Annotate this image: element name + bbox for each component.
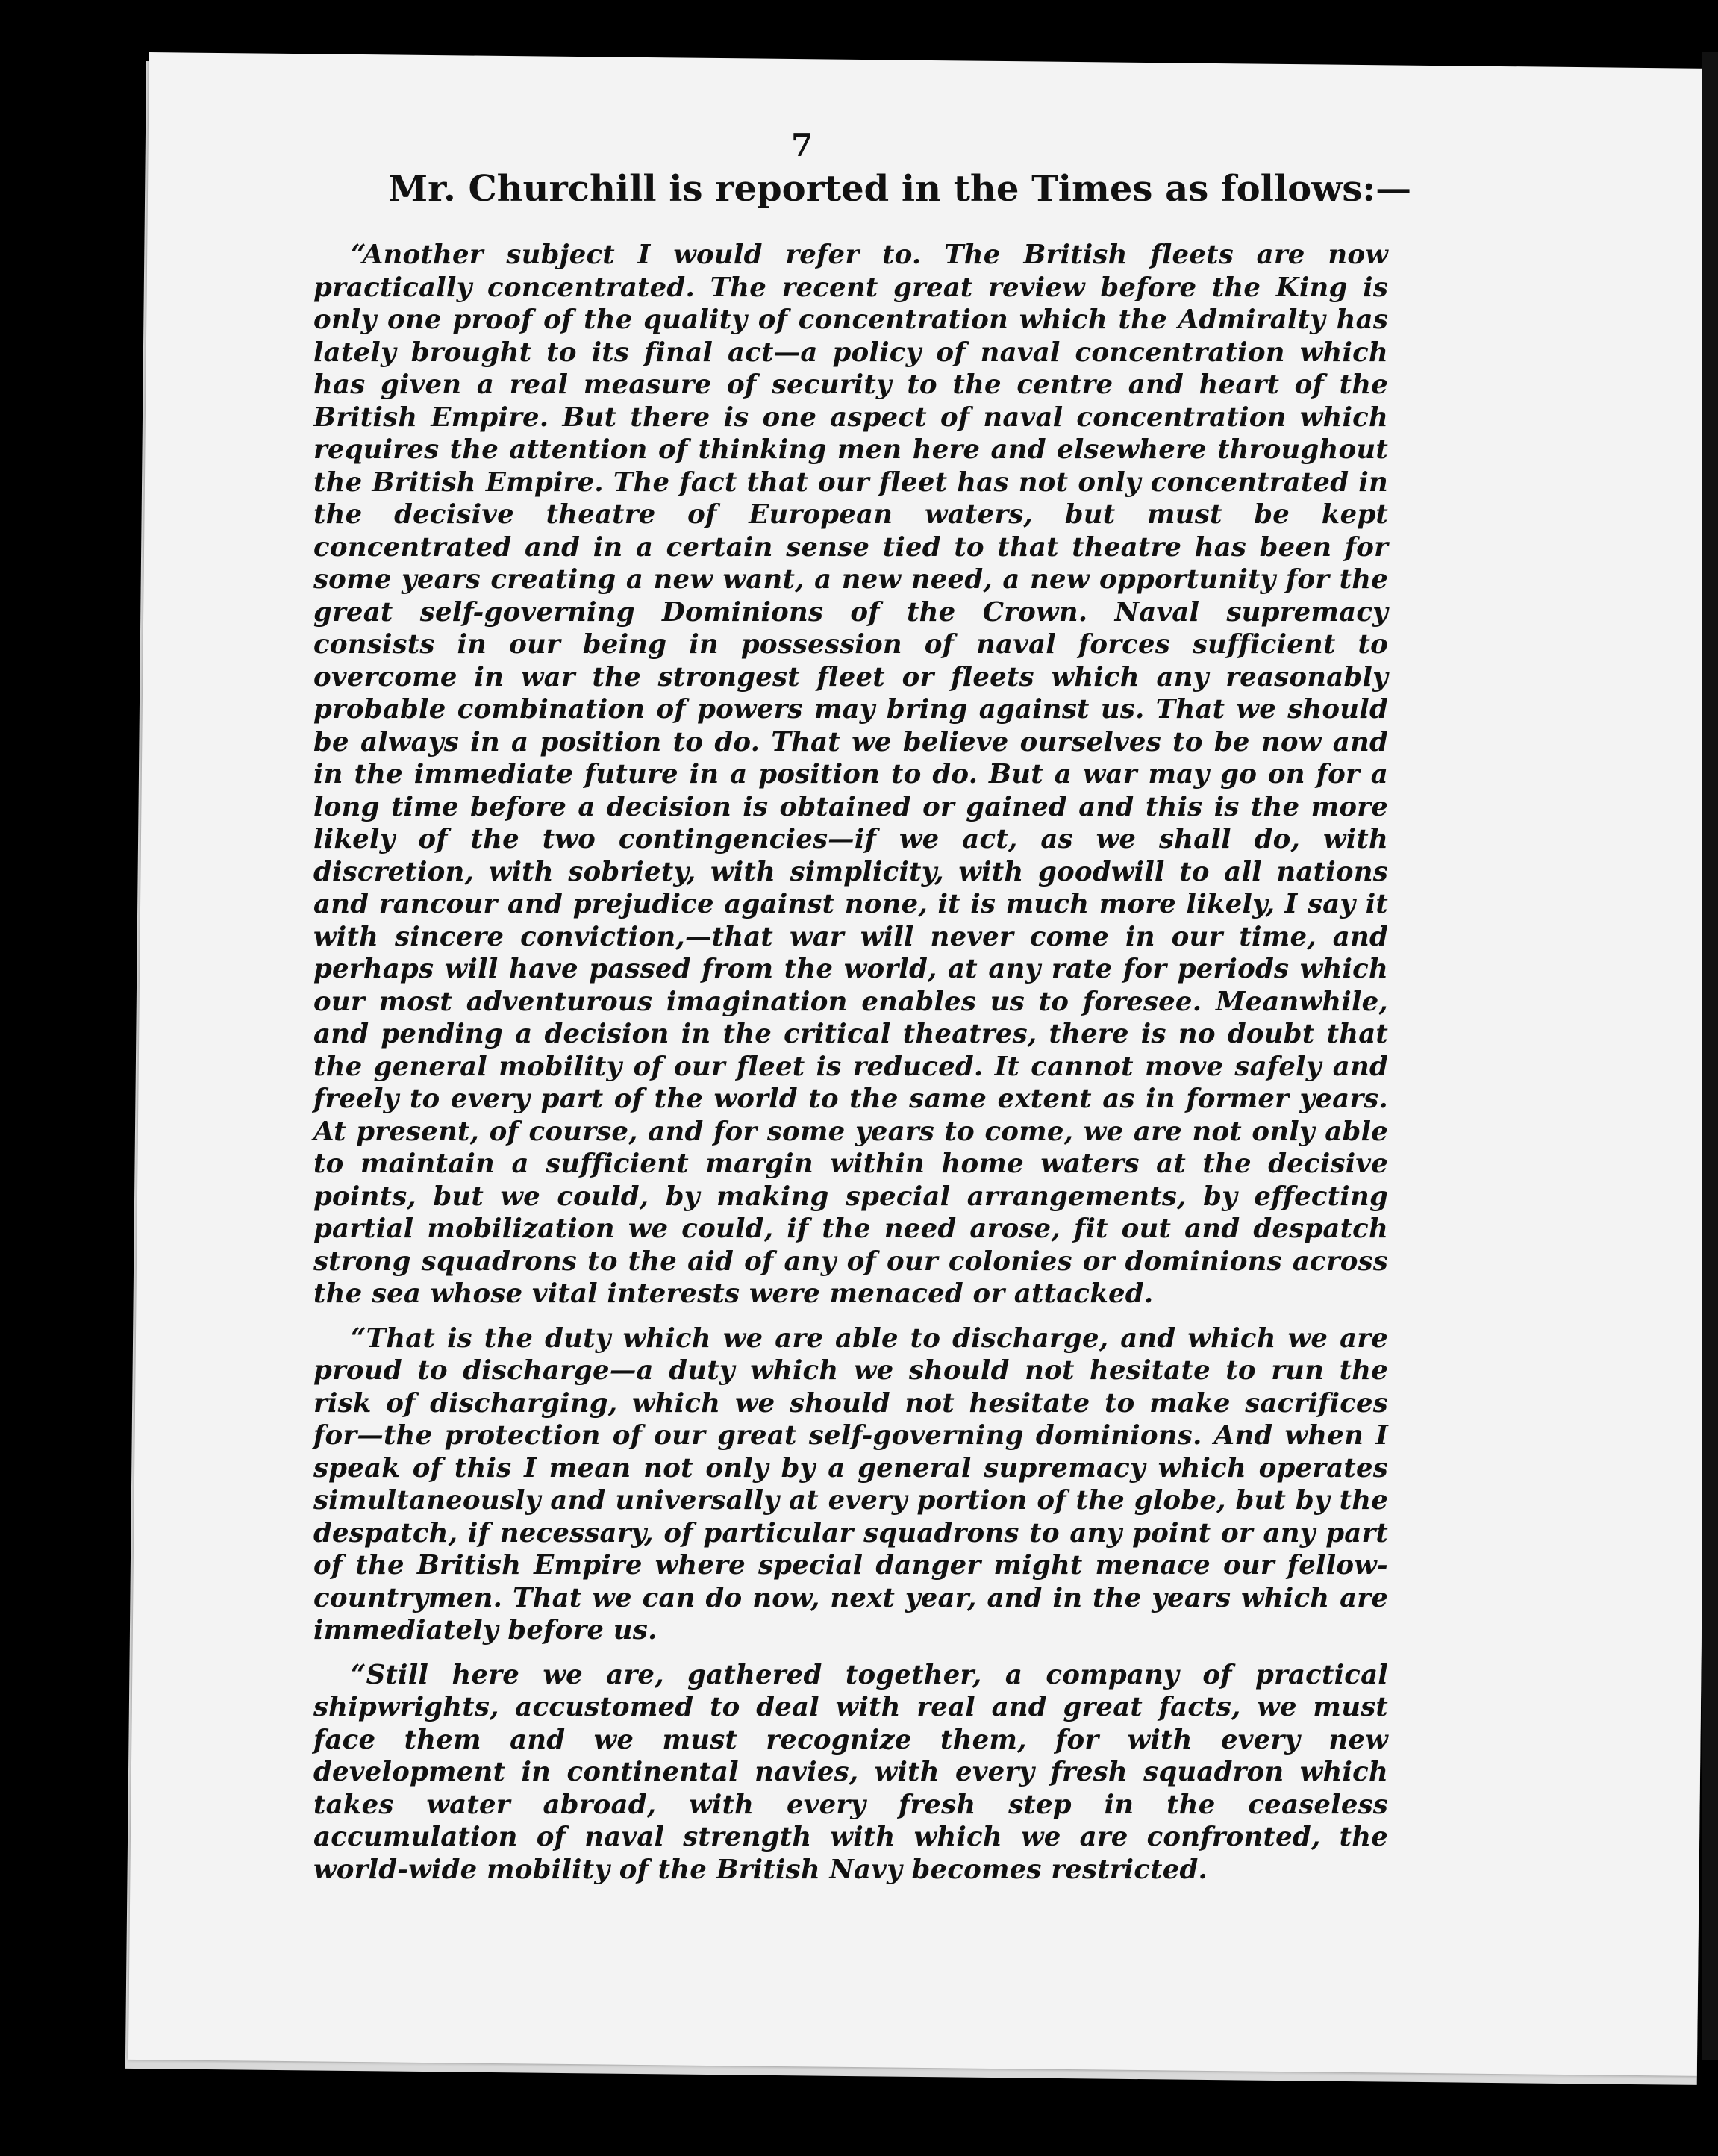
page-edge <box>1702 52 1718 2060</box>
paragraph-1: “Another subject I would refer to. The British fleets are now practically concentrated. The recent great review before the King is only one proof of the quality of concentration which the Admiralty has lately brought to its final act—a policy of naval concentration which has given a real measure of security to the centre and heart of the British Empire. But there is one aspect of naval concentration which requires the attention of thinking men here and elsewhere throughout the British Empire. The fact that our fleet has not only concentrated in the decisive theatre of European waters, but must be kept concentrated and in a certain sense tied to that theatre has been for some years creating a new want, a new need, a new opportunity for the great self-governing Dominions of the Crown. Naval supremacy consists in our being in possession of naval forces sufficient to overcome in war the strongest fleet or fleets which any reasonably probable combination of powers may bring against us. That we should be always in a position to do. That we believe ourselves to be now and in the immediate future in a position to do. But a war may go on for a long time before a decision is obtained or gained and this is the more likely of the two contingencies—if we act, as we shall do, with discretion, with sobriety, with simplicity, with goodwill to all nations and rancour and prejudice against none, it is much more likely, I say it with sincere conviction,—that war will never come in our time, and perhaps will have passed from the world, at any rate for periods which our most adventurous imagination enables us to foresee. Meanwhile, and pending a decision in the critical theatres, there is no doubt that the general mobility of our fleet is reduced. It cannot move safely and freely to every part of the world to the same extent as in former years. At present, of course, and for some years to come, we are not only able to maintain a sufficient margin within home waters at the decisive points, but we could, by making special arrangements, by effecting partial mobilization we could, if the need arose, fit out and despatch strong squadrons to the aid of any of our colonies or dominions across the sea whose vital interests were menaced or attacked. <box>313 240 1388 1309</box>
page-heading: Mr. Churchill is reported in the Times as follows:— <box>388 168 1412 210</box>
paragraph-3: “Still here we are, gathered together, a company of practical shipwrights, accustomed to deal with real and great facts, we must face them and we must recognize them, for with every new development in continental navies, with every fresh squadron which takes water abroad, with every fresh step in the ceaseless accumulation of naval strength with which we are confronted, the world-wide mobility of the British Navy becomes restricted. <box>313 1659 1388 1885</box>
paragraph-2: “That is the duty which we are able to discharge, and which we are proud to discharge—a duty which we should not hesitate to run the risk of discharging, which we should not hesitate to make sacrifices for—the protection of our great self-governing dominions. And when I speak of this I mean not only by a general supremacy which operates simultaneously and universally at every portion of the globe, but by the despatch, if necessary, of particular squadrons to any point or any part of the British Empire where special danger might menace our fellow-countrymen. That we can do now, next year, and in the years which are immediately before us. <box>313 1322 1388 1646</box>
page-number: 7 <box>791 127 813 163</box>
quoted-speech <box>313 239 1388 1898</box>
